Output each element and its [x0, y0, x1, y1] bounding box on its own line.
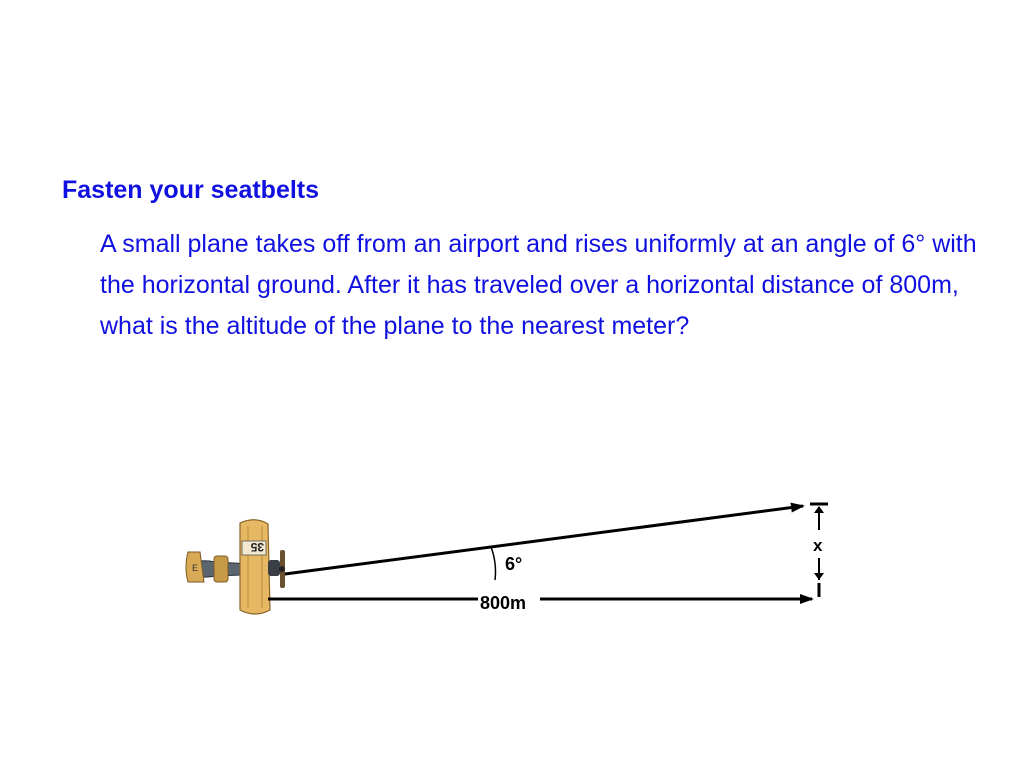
- flight-path-arrow: [285, 506, 803, 574]
- altitude-dimension: [810, 504, 828, 597]
- svg-text:E: E: [192, 563, 199, 573]
- problem-text: A small plane takes off from an airport and rises uniformly at an angle of 6° with the horizontal ground. After it has traveled over a horizontal distance of 800m, what is the altitude of the plane to the nearest meter?: [100, 230, 977, 340]
- plane-marking: 35: [250, 540, 264, 554]
- altitude-label: x: [813, 536, 823, 555]
- angle-arc: [491, 547, 496, 580]
- angle-label: 6°: [505, 554, 523, 574]
- slide-title: Fasten your seatbelts: [62, 176, 320, 204]
- distance-label: 800m: [480, 593, 527, 613]
